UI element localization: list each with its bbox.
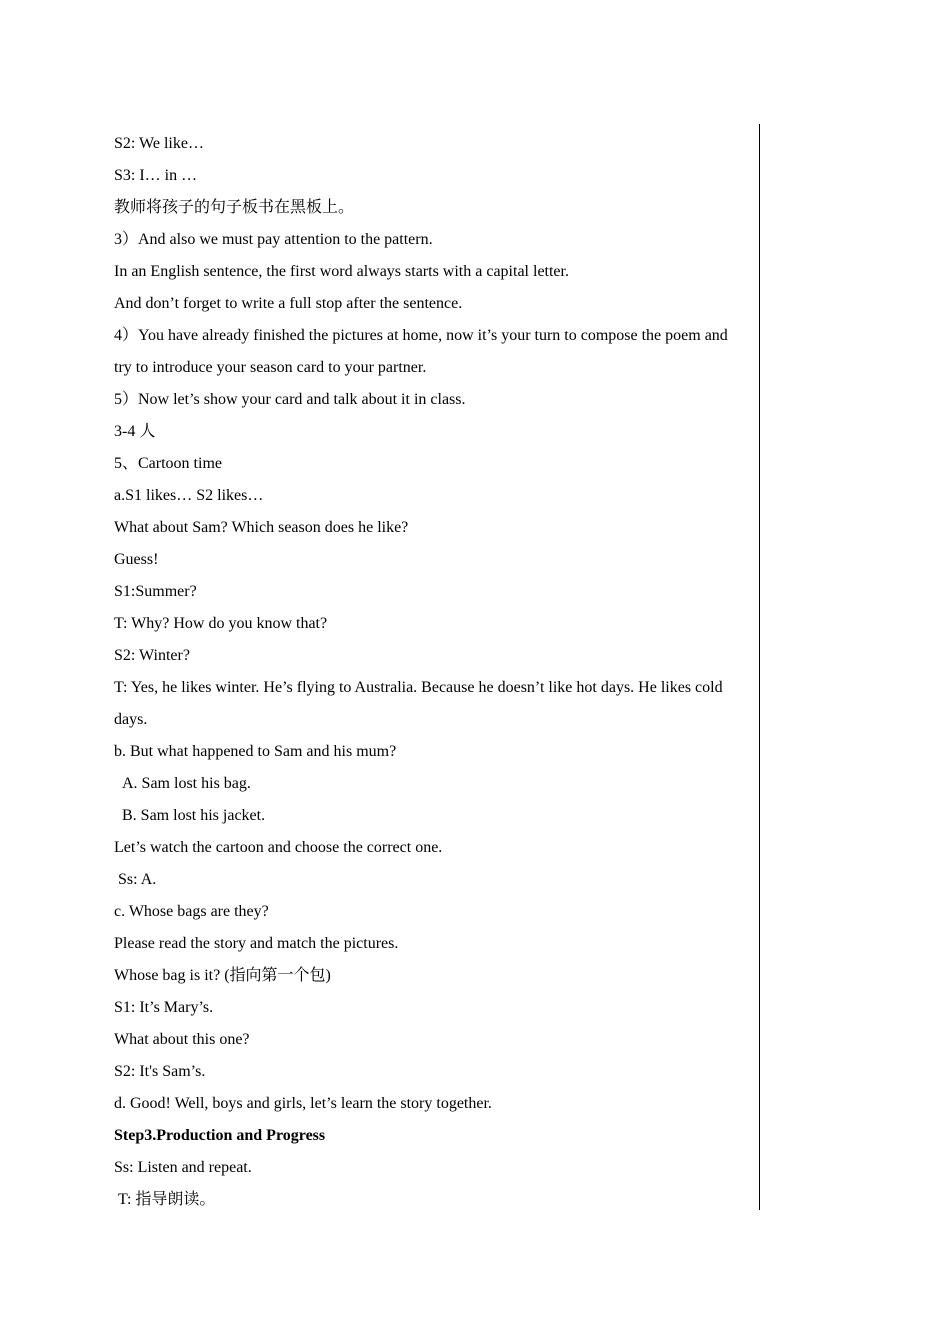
question-line: b. But what happened to Sam and his mum? [114, 743, 397, 760]
instruction-line: And don’t forget to write a full stop after the sentence. [114, 295, 463, 312]
instruction-line: 3）And also we must pay attention to the pattern. [114, 231, 433, 248]
dialogue-line: a.S1 likes… S2 likes… [114, 487, 264, 504]
dialogue-paragraph: T: Yes, he likes winter. He’s flying to Australia. Because he doesn’t like hot days. He likes cold days. [114, 679, 723, 728]
question-line: c. Whose bags are they? [114, 903, 269, 920]
answer-option: A. Sam lost his bag. [122, 775, 251, 792]
instruction-line: In an English sentence, the first word always starts with a capital letter. [114, 263, 569, 280]
group-size-note: 3-4 人 [114, 423, 156, 440]
step-heading: Step3.Production and Progress [114, 1127, 326, 1144]
instruction-line: 5）Now let’s show your card and talk about it in class. [114, 391, 466, 408]
dialogue-line: S1: It’s Mary’s. [114, 999, 214, 1016]
dialogue-line: S2: It's Sam’s. [114, 1063, 206, 1080]
dialogue-line: S2: Winter? [114, 647, 190, 664]
dialogue-line: S2: We like… [114, 135, 204, 152]
table-border-line [759, 124, 760, 1210]
dialogue-line: Ss: Listen and repeat. [114, 1159, 252, 1176]
instruction-line: Let’s watch the cartoon and choose the correct one. [114, 839, 443, 856]
section-heading: 5、Cartoon time [114, 455, 222, 472]
dialogue-line: Whose bag is it? (指向第一个包) [114, 967, 331, 984]
lesson-plan-text [114, 128, 744, 1216]
dialogue-line: Guess! [114, 551, 159, 568]
dialogue-line: d. Good! Well, boys and girls, let’s learn the story together. [114, 1095, 492, 1112]
dialogue-line: What about Sam? Which season does he like? [114, 519, 409, 536]
instruction-paragraph: 4）You have already finished the pictures at home, now it’s your turn to compose the poem and try to introduce your season card to your partner. [114, 327, 728, 376]
instruction-line: Please read the story and match the pictures. [114, 935, 399, 952]
teacher-note: 教师将孩子的句子板书在黑板上。 [114, 199, 355, 216]
dialogue-line: S1:Summer? [114, 583, 197, 600]
dialogue-line: T: Why? How do you know that? [114, 615, 328, 632]
dialogue-line: S3: I… in … [114, 167, 198, 184]
dialogue-line: What about this one? [114, 1031, 250, 1048]
dialogue-line: Ss: A. [118, 871, 157, 888]
teacher-note: T: 指导朗读。 [118, 1191, 216, 1208]
answer-option: B. Sam lost his jacket. [122, 807, 266, 824]
